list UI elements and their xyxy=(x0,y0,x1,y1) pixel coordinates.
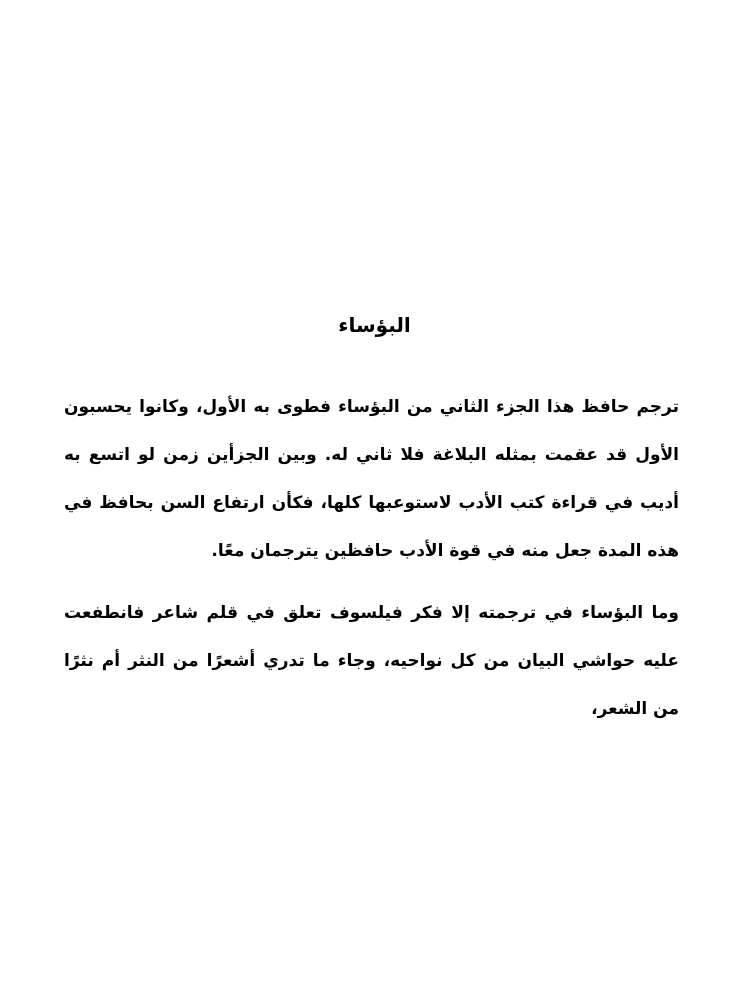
paragraph-2: وما البؤساء في ترجمته إلا فكر فيلسوف تعلق في قلم شاعر فانطفعت عليه حواشي البيان من كل نواحيه، وجاء ما تدري أشعرًا من النثر أم نثرًا من الشعر، xyxy=(64,603,679,719)
body-text xyxy=(64,383,679,747)
page-title: البؤساء xyxy=(338,313,411,337)
paragraph-1: ترجم حافظ هذا الجزء الثاني من البؤساء فطوى به الأول، وكانوا يحسبون الأول قد عقمت بمثله البلاغة فلا ثاني له. وبين الجزأين زمن لو اتسع به أديب في قراءة كتب الأدب لاستوعبها كلها، فكأن ارتفاع السن بحافظ في هذه المدة جعل منه في قوة الأدب حافظين يترجمان معًا. xyxy=(64,397,679,561)
